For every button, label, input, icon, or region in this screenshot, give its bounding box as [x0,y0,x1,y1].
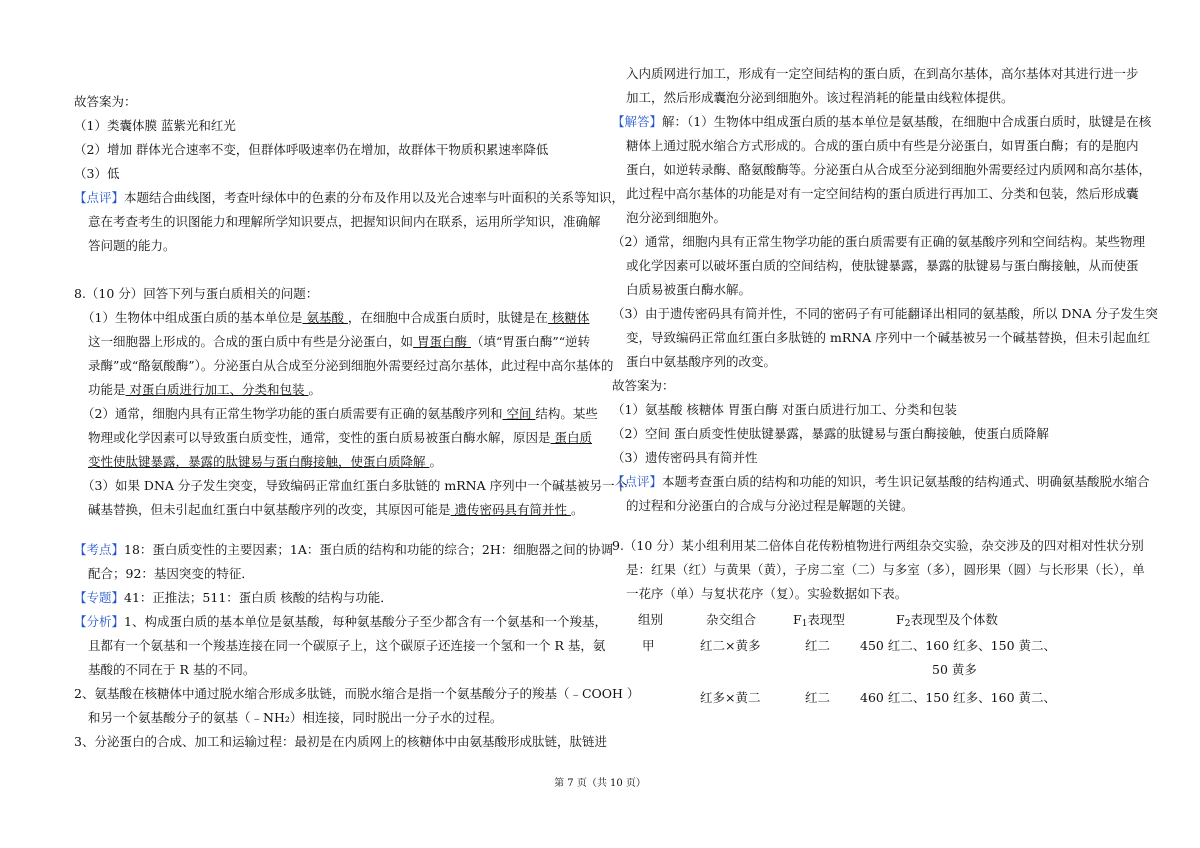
f1-subscript: 1 [801,619,808,629]
q8-text: 物理或化学因素可以导致蛋白质变性，通常，变性的蛋白质易被蛋白酶水解，原因是 [88,430,551,445]
page-footer: 第 7 页（共 10 页） [554,778,646,789]
row1-f2-a: 450 红二、160 红多、150 黄二、 [860,638,1056,653]
analysis-line-2: 且都有一个氨基和一个羧基连接在同一个碳原子上，这个碳原子还连接一个氢和一个 R 基，氨 [88,638,606,653]
analysis-line-5: 和另一个氨基酸分子的氨基（﹣NH₂）相连接，同时脱出一分子水的过程。 [88,710,503,725]
f1-letter: F [793,612,802,627]
q8-line-8: （3）如果 DNA 分子发生突变，导致编码正常血红蛋白多肽链的 mRNA 序列中一个碱基被另一个 [82,478,628,493]
answer-line-3: （3）低 [74,166,120,181]
solution-line-1 [612,114,1151,130]
topic-line [74,590,393,606]
question-8-heading: 8.（10 分）回答下列与蛋白质相关的问题： [74,286,319,301]
solution-tag: 【解答】 [612,114,663,129]
q8-answer-ribosome: 核糖体 [547,310,590,325]
q8-line-2 [88,334,590,350]
question-9-line-2: 是：红果（红）与黄果（黄），子房二室（二）与多室（多），圆形果（圆）与长形果（长），单 [626,562,1145,577]
q8-answer-amino-acid: 氨基酸 [302,310,348,325]
final-answer-heading: 故答案为： [612,378,675,393]
q8-text: 功能是 [88,382,126,397]
table-row [612,690,1137,706]
analysis-line-3: 基酸的不同在于 R 基的不同。 [88,662,256,677]
question-9-line-1: 9.（10 分）某小组利用某二倍体自花传粉植物进行两组杂交实验，杂交涉及的四对相对性状分别 [612,538,1144,553]
q8-answer-denature-a: 蛋白质 [550,430,592,445]
final-answer-3: （3）遗传密码具有简并性 [612,450,758,465]
analysis-cont-1: 入内质网进行加工，形成有一定空间结构的蛋白质，在到高尔基体，高尔基体对其进行进一步 [626,66,1139,81]
f2-label: 表现型及个体数 [910,612,998,627]
row2-f2-a: 460 红二、150 红多、160 黄二、 [860,690,1056,705]
answer-line-1: （1）类囊体膜 蓝紫光和红光 [74,118,236,133]
f2-subscript: 2 [904,619,911,629]
solution-line-3: 蛋白，如逆转录酶、酪氨酸酶等。分泌蛋白从合成至分泌到细胞外需要经过内质网和高尔基体， [626,162,1152,177]
q8-answer-spatial: 空间 [502,406,536,421]
q8-line-3: 录酶”或“酪氨酸酶”）。分泌蛋白从合成至分泌到细胞外需要经过高尔基体，此过程中高尔基体的 [88,358,614,373]
solution-line-8: 白质易被蛋白酶水解。 [626,282,752,297]
row1-cross: 红二×黄多 [700,638,761,653]
solution-line-7: 或化学因素可以破坏蛋白质的空间结构，使肽键暴露，暴露的肽键易与蛋白酶接触，从而使蛋 [626,258,1139,273]
final-answer-2: （2）空间 蛋白质变性使肽键暴露，暴露的肽键易与蛋白酶接触，使蛋白质降解 [612,426,1049,441]
table-row [612,638,1137,654]
solution-line-2: 糖体上通过脱水缩合方式形成的。合成的蛋白质中有些是分泌蛋白，如胃蛋白酶；有的是胞内 [626,138,1139,153]
q8-line-7 [88,454,442,470]
row1-f2-b: 50 黄多 [932,662,977,677]
header-f1 [793,612,845,632]
q8-line-1 [82,310,589,326]
review-line-1 [74,190,624,206]
analysis-line-1 [74,614,607,630]
row1-group: 甲 [642,638,655,653]
q8-text: 碱基替换，但未引起血红蛋白中氨基酸序列的改变，其原因可能是 [88,502,451,517]
table-header-row [612,612,1137,628]
row2-cross: 红多×黄二 [700,690,761,705]
analysis-line-6: 3、分泌蛋白的合成、加工和运输过程：最初是在内质网上的核糖体中由氨基酸形成肽链，肽链进 [74,734,607,749]
comment-text: 本题考查蛋白质的结构和功能的知识，考生识记氨基酸的结构通式、明确氨基酸脱水缩合 [662,474,1150,489]
analysis-text: 1、构成蛋白质的基本单位是氨基酸，每种氨基酸分子至少都含有一个氨基和一个羧基， [124,614,607,629]
solution-line-5: 泡分泌到细胞外。 [626,210,727,225]
knowledge-point-line-1 [74,542,613,558]
review-line-3: 答问题的能力。 [88,238,176,253]
header-f2 [896,612,998,632]
analysis-tag: 【分析】 [74,614,125,629]
table-row [612,662,1137,678]
analysis-cont-2: 加工，然后形成囊泡分泌到细胞外。该过程消耗的能量由线粒体提供。 [626,90,1014,105]
q8-text: ，在细胞中合成蛋白质时，肽键是在 [347,310,548,325]
header-group: 组别 [638,612,664,627]
topic-text: 41：正推法；511：蛋白质 核酸的结构与功能． [124,590,393,605]
row1-f1: 红二 [805,638,831,653]
q8-text: 结构。某些 [535,406,598,421]
q8-text: 。 [308,382,321,397]
solution-line-11: 蛋白中氨基酸序列的改变。 [626,354,777,369]
review-tag: 【点评】 [74,190,125,205]
row2-f1: 红二 [805,690,831,705]
q8-answer-golgi-function: 对蛋白质进行加工、分类和包装 [125,382,309,397]
q8-line-5 [82,406,598,422]
q8-text: （1）生物体中组成蛋白质的基本单位是 [82,310,303,325]
solution-line-6: （2）通常，细胞内具有正常生物学功能的蛋白质需要有正确的氨基酸序列和空间结构。某些物理 [612,234,1145,249]
header-cross: 杂交组合 [706,612,757,627]
answer-heading: 故答案为： [74,94,137,109]
q8-text: 这一细胞器上形成的。合成的蛋白质中有些是分泌蛋白，如 [88,334,414,349]
final-answer-1: （1）氨基酸 核糖体 胃蛋白酶 对蛋白质进行加工、分类和包装 [612,402,957,417]
question-9-line-3: 一花序（单）与复状花序（复）。实验数据如下表。 [626,586,908,601]
knowledge-point-tag: 【考点】 [74,542,125,557]
review-text-1: 本题结合曲线图，考查叶绿体中的色素的分布及作用以及光合速率与叶面积的关系等知识， [124,190,625,205]
solution-line-4: 此过程中高尔基体的功能是对有一定空间结构的蛋白质进行再加工、分类和包装，然后形成囊 [626,186,1139,201]
q8-text: （填“胃蛋白酶”“逆转 [470,334,591,349]
analysis-line-4: 2、氨基酸在核糖体中通过脱水缩合形成多肽链，而脱水缩合是指一个氨基酸分子的羧基（﹣COOH ） [74,686,640,701]
solution-line-10: 变，导致编码正常血红蛋白多肽链的 mRNA 序列中一个碱基被另一个碱基替换，但未引起血红 [626,330,1151,345]
comment-tag: 【点评】 [612,474,663,489]
review-line-2: 意在考查考生的识图能力和理解所学知识要点，把握知识间内在联系，运用所学知识，准确解 [88,214,601,229]
q8-answer-degeneracy: 遗传密码具有简并性 [450,502,571,517]
solution-text: 解：（1）生物体中组成蛋白质的基本单位是氨基酸，在细胞中合成蛋白质时，肽键是在核 [662,114,1152,129]
q8-answer-pepsin: 胃蛋白酶 [413,334,471,349]
q8-answer-denature-b: 变性使肽键暴露，暴露的肽键易与蛋白酶接触，使蛋白质降解 [88,454,430,469]
comment-line-1 [612,474,1150,490]
answer-line-2: （2）增加 群体光合速率不变，但群体呼吸速率仍在增加，故群体干物质积累速率降低 [74,142,549,157]
q8-text: 。 [429,454,442,469]
knowledge-point-text: 18：蛋白质变性的主要因素；1A：蛋白质的结构和功能的综合；2H：细胞器之间的协调 [124,542,614,557]
q8-line-4 [88,382,321,398]
topic-tag: 【专题】 [74,590,125,605]
q8-text: （2）通常，细胞内具有正常生物学功能的蛋白质需要有正确的氨基酸序列和 [82,406,503,421]
q8-text: 。 [570,502,584,517]
q8-line-9 [88,502,583,518]
solution-line-9: （3）由于遗传密码具有简并性，不同的密码子有可能翻译出相同的氨基酸，所以 DNA 分子发生突 [612,306,1158,321]
f2-letter: F [896,612,905,627]
knowledge-point-line-2: 配合；92：基因突变的特征． [88,566,254,581]
f1-label: 表现型 [807,612,845,627]
q8-line-6 [88,430,592,446]
comment-line-2: 的过程和分泌蛋白的合成与分泌过程是解题的关键。 [626,498,914,513]
